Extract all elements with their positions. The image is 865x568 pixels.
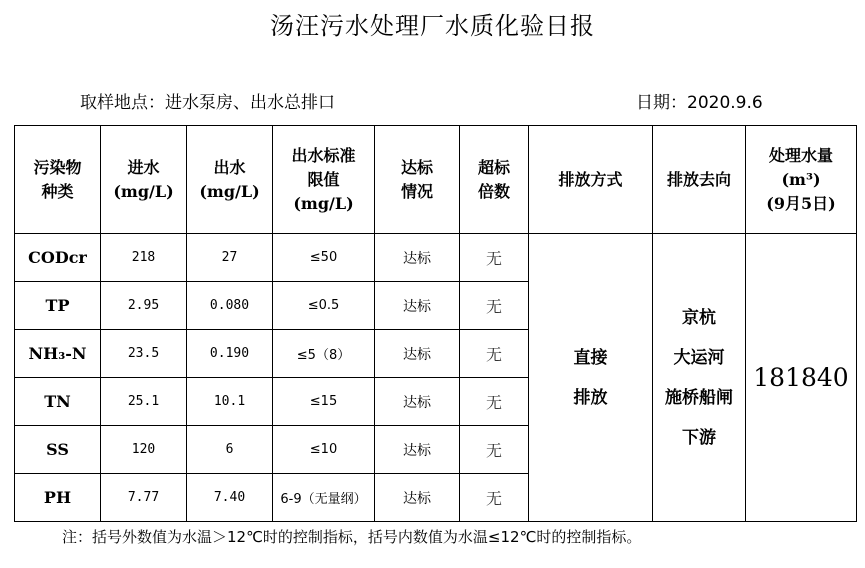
limit-cell: ≤5（8） [273, 330, 375, 378]
exceed-cell: 无 [460, 330, 529, 378]
pollutant-cell: PH [15, 474, 101, 522]
header-volume: 处理水量 (m³) (9月5日) [746, 126, 857, 234]
limit-cell: ≤0.5 [273, 282, 375, 330]
inlet-cell: 7.77 [101, 474, 187, 522]
limit-cell: ≤15 [273, 378, 375, 426]
header-inlet: 进水 (mg/L) [101, 126, 187, 234]
outlet-cell: 0.080 [187, 282, 273, 330]
inlet-cell: 2.95 [101, 282, 187, 330]
exceed-cell: 无 [460, 282, 529, 330]
footnote: 注：括号外数值为水温＞12℃时的控制指标，括号内数值为水温≤12℃时的控制指标。 [62, 528, 642, 546]
header-limit: 出水标准 限值 (mg/L) [273, 126, 375, 234]
limit-cell: ≤10 [273, 426, 375, 474]
exceed-cell: 无 [460, 378, 529, 426]
discharge-dest-cell: 京杭 大运河 施桥船闸 下游 [653, 234, 746, 522]
header-discharge-dest: 排放去向 [653, 126, 746, 234]
status-cell: 达标 [375, 234, 460, 282]
outlet-cell: 7.40 [187, 474, 273, 522]
sampling-location: 取样地点：进水泵房、出水总排口 [80, 93, 335, 113]
pollutant-cell: NH₃-N [15, 330, 101, 378]
pollutant-cell: CODcr [15, 234, 101, 282]
volume-cell: 181840 [746, 234, 857, 522]
exceed-cell: 无 [460, 234, 529, 282]
header-discharge-method: 排放方式 [529, 126, 653, 234]
header-pollutant: 污染物 种类 [15, 126, 101, 234]
table-row [15, 234, 857, 282]
outlet-cell: 27 [187, 234, 273, 282]
pollutant-cell: TN [15, 378, 101, 426]
status-cell: 达标 [375, 282, 460, 330]
exceed-cell: 无 [460, 474, 529, 522]
pollutant-cell: TP [15, 282, 101, 330]
status-cell: 达标 [375, 330, 460, 378]
discharge-method-cell: 直接 排放 [529, 234, 653, 522]
inlet-cell: 25.1 [101, 378, 187, 426]
inlet-cell: 218 [101, 234, 187, 282]
header-exceed: 超标 倍数 [460, 126, 529, 234]
outlet-cell: 6 [187, 426, 273, 474]
header-status: 达标 情况 [375, 126, 460, 234]
limit-cell: 6-9（无量纲） [273, 474, 375, 522]
exceed-cell: 无 [460, 426, 529, 474]
status-cell: 达标 [375, 474, 460, 522]
outlet-cell: 0.190 [187, 330, 273, 378]
status-cell: 达标 [375, 378, 460, 426]
report-title: 汤汪污水处理厂水质化验日报 [270, 12, 595, 40]
header-outlet: 出水 (mg/L) [187, 126, 273, 234]
report-date: 日期：2020.9.6 [636, 93, 763, 113]
limit-cell: ≤50 [273, 234, 375, 282]
pollutant-cell: SS [15, 426, 101, 474]
outlet-cell: 10.1 [187, 378, 273, 426]
water-quality-table [14, 125, 857, 522]
inlet-cell: 120 [101, 426, 187, 474]
status-cell: 达标 [375, 426, 460, 474]
inlet-cell: 23.5 [101, 330, 187, 378]
table-header-row [15, 126, 857, 234]
